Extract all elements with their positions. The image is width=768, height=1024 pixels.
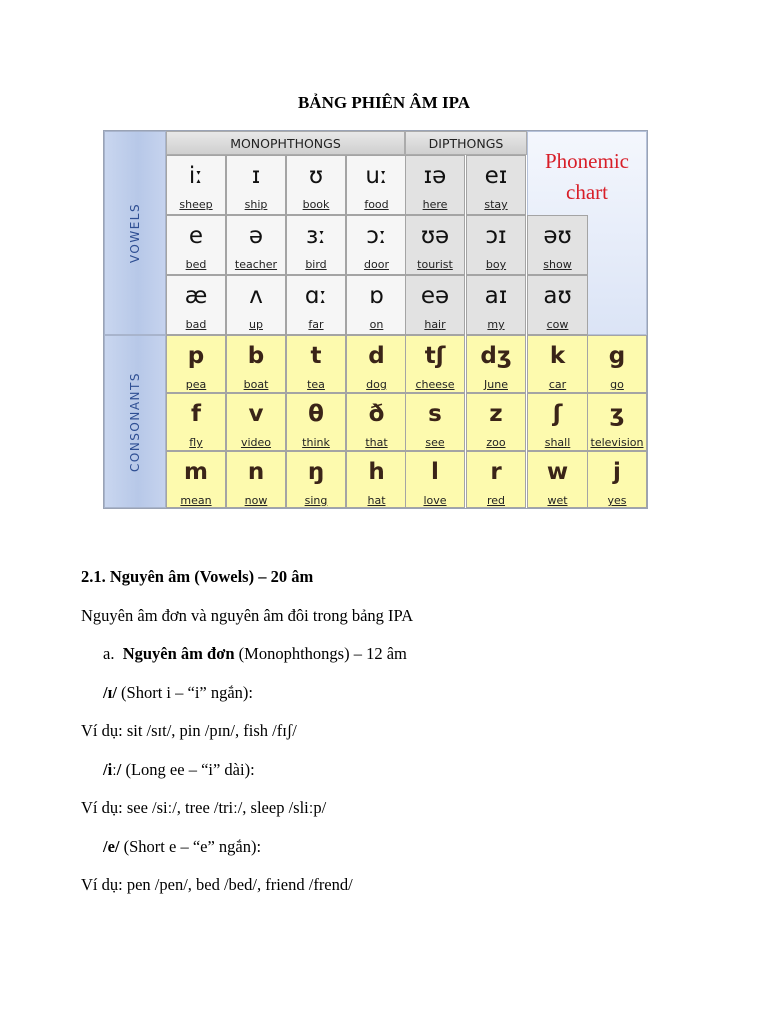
phoneme-symbol: aʊ — [543, 283, 572, 309]
example-word: bird — [305, 258, 327, 271]
example-word: car — [548, 378, 567, 391]
phoneme-cell — [226, 393, 286, 451]
phoneme-symbol: p — [187, 343, 205, 369]
phoneme-symbol: dʒ — [480, 343, 512, 369]
vowels-intro: Nguyên âm đơn và nguyên âm đôi trong bảng IPA — [81, 606, 414, 625]
phoneme-cell — [346, 393, 407, 451]
example-word: far — [308, 318, 324, 331]
subsection-marker: a. — [103, 644, 115, 663]
phoneme-symbol: θ — [308, 401, 324, 427]
phoneme-symbol: æ — [184, 283, 208, 309]
phoneme-cell — [587, 335, 647, 393]
phoneme-symbol: tʃ — [424, 343, 446, 369]
diphthongs-header: DIPTHONGS — [405, 131, 527, 155]
subsection-title: Nguyên âm đơn — [122, 644, 235, 663]
phoneme-cell — [226, 155, 286, 215]
phoneme-symbol: s — [428, 401, 442, 427]
phoneme-symbol: g — [608, 343, 626, 369]
phoneme-symbol: r — [490, 459, 502, 485]
entry-short-i — [103, 683, 253, 703]
phoneme-cell — [346, 275, 407, 335]
subsection-a — [103, 644, 407, 664]
phoneme-cell — [226, 215, 286, 275]
example-word: red — [486, 494, 506, 507]
phoneme-symbol: n — [247, 459, 265, 485]
example-word: now — [244, 494, 268, 507]
example-word: show — [543, 258, 572, 271]
phoneme-symbol: ŋ — [307, 459, 325, 485]
example-word: dog — [366, 378, 387, 391]
example-long-ee: Ví dụ: see /siː/, tree /triː/, sleep /sliːp/ — [81, 798, 327, 817]
phoneme-cell — [226, 451, 286, 508]
phoneme-cell — [466, 215, 526, 275]
entry-ipa: /ɪ/ — [103, 683, 117, 702]
example-word: wet — [547, 494, 568, 507]
phoneme-cell — [346, 215, 407, 275]
example-word: ship — [244, 198, 268, 211]
phoneme-cell — [346, 335, 407, 393]
phoneme-symbol: k — [549, 343, 566, 369]
phoneme-cell — [166, 451, 226, 508]
example-word: pea — [185, 378, 207, 391]
phoneme-cell — [527, 335, 588, 393]
subsection-rest: (Monophthongs) – 12 âm — [234, 644, 407, 663]
phoneme-symbol: m — [184, 459, 208, 485]
phoneme-cell — [166, 393, 226, 451]
phoneme-symbol: aɪ — [484, 283, 508, 309]
phoneme-symbol: b — [247, 343, 265, 369]
phoneme-cell — [405, 393, 465, 451]
example-word: bad — [185, 318, 207, 331]
entry-ipa: /e/ — [103, 837, 120, 856]
phoneme-cell — [527, 451, 588, 508]
example-word: go — [610, 378, 624, 391]
example-word: television — [590, 436, 644, 449]
phoneme-symbol: ʊə — [420, 223, 450, 249]
phoneme-symbol: eə — [420, 283, 450, 309]
phoneme-cell — [405, 275, 465, 335]
phoneme-cell — [166, 215, 226, 275]
phonemic-title-line2: chart — [566, 180, 608, 204]
example-word: teacher — [234, 258, 278, 271]
example-word: mean — [180, 494, 212, 507]
phoneme-cell — [226, 335, 286, 393]
phoneme-symbol: ð — [368, 401, 385, 427]
example-word: shall — [544, 436, 571, 449]
document-title: BẢNG PHIÊN ÂM IPA — [297, 93, 471, 112]
phoneme-symbol: ɪə — [423, 163, 447, 189]
phonemic-title-line1: Phonemic — [545, 149, 629, 173]
phoneme-symbol: ɜː — [306, 223, 326, 249]
phoneme-symbol: j — [613, 459, 621, 485]
monophthongs-header: MONOPHTHONGS — [166, 131, 405, 155]
entry-short-e — [103, 837, 261, 857]
phoneme-cell — [405, 155, 465, 215]
example-word: video — [240, 436, 272, 449]
example-word: hair — [424, 318, 446, 331]
entry-long-ee — [103, 760, 255, 780]
phoneme-symbol: ʃ — [552, 401, 563, 427]
phoneme-cell — [286, 215, 346, 275]
vowels-heading: 2.1. Nguyên âm (Vowels) – 20 âm — [81, 567, 314, 586]
phoneme-cell — [587, 393, 647, 451]
example-word: tourist — [417, 258, 453, 271]
phoneme-symbol: l — [431, 459, 439, 485]
phoneme-symbol: eɪ — [484, 163, 508, 189]
phoneme-symbol: d — [368, 343, 385, 369]
example-word: that — [365, 436, 388, 449]
example-word: cow — [546, 318, 569, 331]
ipa-phonemic-chart — [104, 131, 647, 508]
phoneme-symbol: f — [190, 401, 201, 427]
example-word: door — [364, 258, 389, 271]
example-word: sheep — [179, 198, 213, 211]
phoneme-symbol: h — [368, 459, 385, 485]
example-word: here — [422, 198, 448, 211]
example-word: think — [302, 436, 330, 449]
example-word: tea — [307, 378, 325, 391]
example-word: boy — [485, 258, 507, 271]
example-word: zoo — [486, 436, 506, 449]
phoneme-cell — [346, 155, 407, 215]
phoneme-cell — [527, 275, 588, 335]
example-word: stay — [484, 198, 508, 211]
entry-desc: (Short i – “i” ngắn): — [116, 683, 254, 702]
entry-desc: (Long ee – “i” dài): — [121, 760, 255, 779]
example-word: yes — [607, 494, 627, 507]
example-word: hat — [367, 494, 386, 507]
example-word: cheese — [415, 378, 455, 391]
phoneme-cell — [286, 335, 346, 393]
phoneme-cell — [527, 393, 588, 451]
phoneme-cell — [527, 215, 588, 275]
example-word: June — [484, 378, 508, 391]
phoneme-symbol: ʒ — [609, 401, 625, 427]
example-word: fly — [189, 436, 203, 449]
phoneme-cell — [226, 275, 286, 335]
phoneme-symbol: uː — [365, 163, 388, 189]
phoneme-symbol: ɑː — [304, 283, 328, 309]
phoneme-cell — [166, 275, 226, 335]
consonants-label: CONSONANTS — [128, 371, 142, 472]
example-word: up — [249, 318, 263, 331]
phoneme-symbol: t — [310, 343, 322, 369]
vowels-side-label — [104, 131, 166, 335]
example-word: food — [364, 198, 389, 211]
phoneme-symbol: ɒ — [369, 283, 384, 309]
phoneme-cell — [166, 335, 226, 393]
example-word: on — [369, 318, 384, 331]
phoneme-cell — [405, 451, 465, 508]
phoneme-cell — [166, 155, 226, 215]
phoneme-symbol: ə — [248, 223, 264, 249]
example-word: my — [487, 318, 505, 331]
example-short-e: Ví dụ: pen /pen/, bed /bed/, friend /frend/ — [81, 875, 353, 894]
phoneme-symbol: v — [248, 401, 264, 427]
phoneme-cell — [286, 275, 346, 335]
phoneme-symbol: əʊ — [543, 223, 572, 249]
phoneme-cell — [466, 335, 526, 393]
phoneme-symbol: ɔɪ — [485, 223, 507, 249]
phoneme-symbol: ɔː — [366, 223, 387, 249]
example-word: sing — [304, 494, 328, 507]
phoneme-cell — [466, 155, 526, 215]
phoneme-cell — [286, 155, 346, 215]
phoneme-symbol: iː — [188, 163, 204, 189]
example-word: boat — [243, 378, 269, 391]
consonants-side-label — [104, 335, 166, 508]
vowels-label: VOWELS — [128, 202, 142, 264]
phoneme-cell — [405, 335, 465, 393]
phoneme-cell — [587, 451, 647, 508]
phoneme-cell — [466, 451, 526, 508]
phoneme-symbol: z — [489, 401, 503, 427]
phoneme-cell — [466, 275, 526, 335]
example-word: book — [302, 198, 330, 211]
phoneme-symbol: w — [546, 459, 569, 485]
example-word: see — [425, 436, 445, 449]
example-word: bed — [185, 258, 207, 271]
phoneme-symbol: ʌ — [249, 283, 263, 309]
phoneme-symbol: e — [188, 223, 204, 249]
phoneme-cell — [405, 215, 465, 275]
phoneme-cell — [286, 451, 346, 508]
phoneme-cell — [286, 393, 346, 451]
phoneme-symbol: ɪ — [251, 163, 261, 189]
entry-ipa: /iː/ — [103, 760, 122, 779]
example-short-i: Ví dụ: sit /sɪt/, pin /pɪn/, fish /fɪʃ/ — [81, 721, 297, 740]
phoneme-cell — [346, 451, 407, 508]
entry-desc: (Short e – “e” ngắn): — [119, 837, 262, 856]
example-word: love — [423, 494, 447, 507]
phoneme-cell — [466, 393, 526, 451]
phoneme-symbol: ʊ — [308, 163, 324, 189]
